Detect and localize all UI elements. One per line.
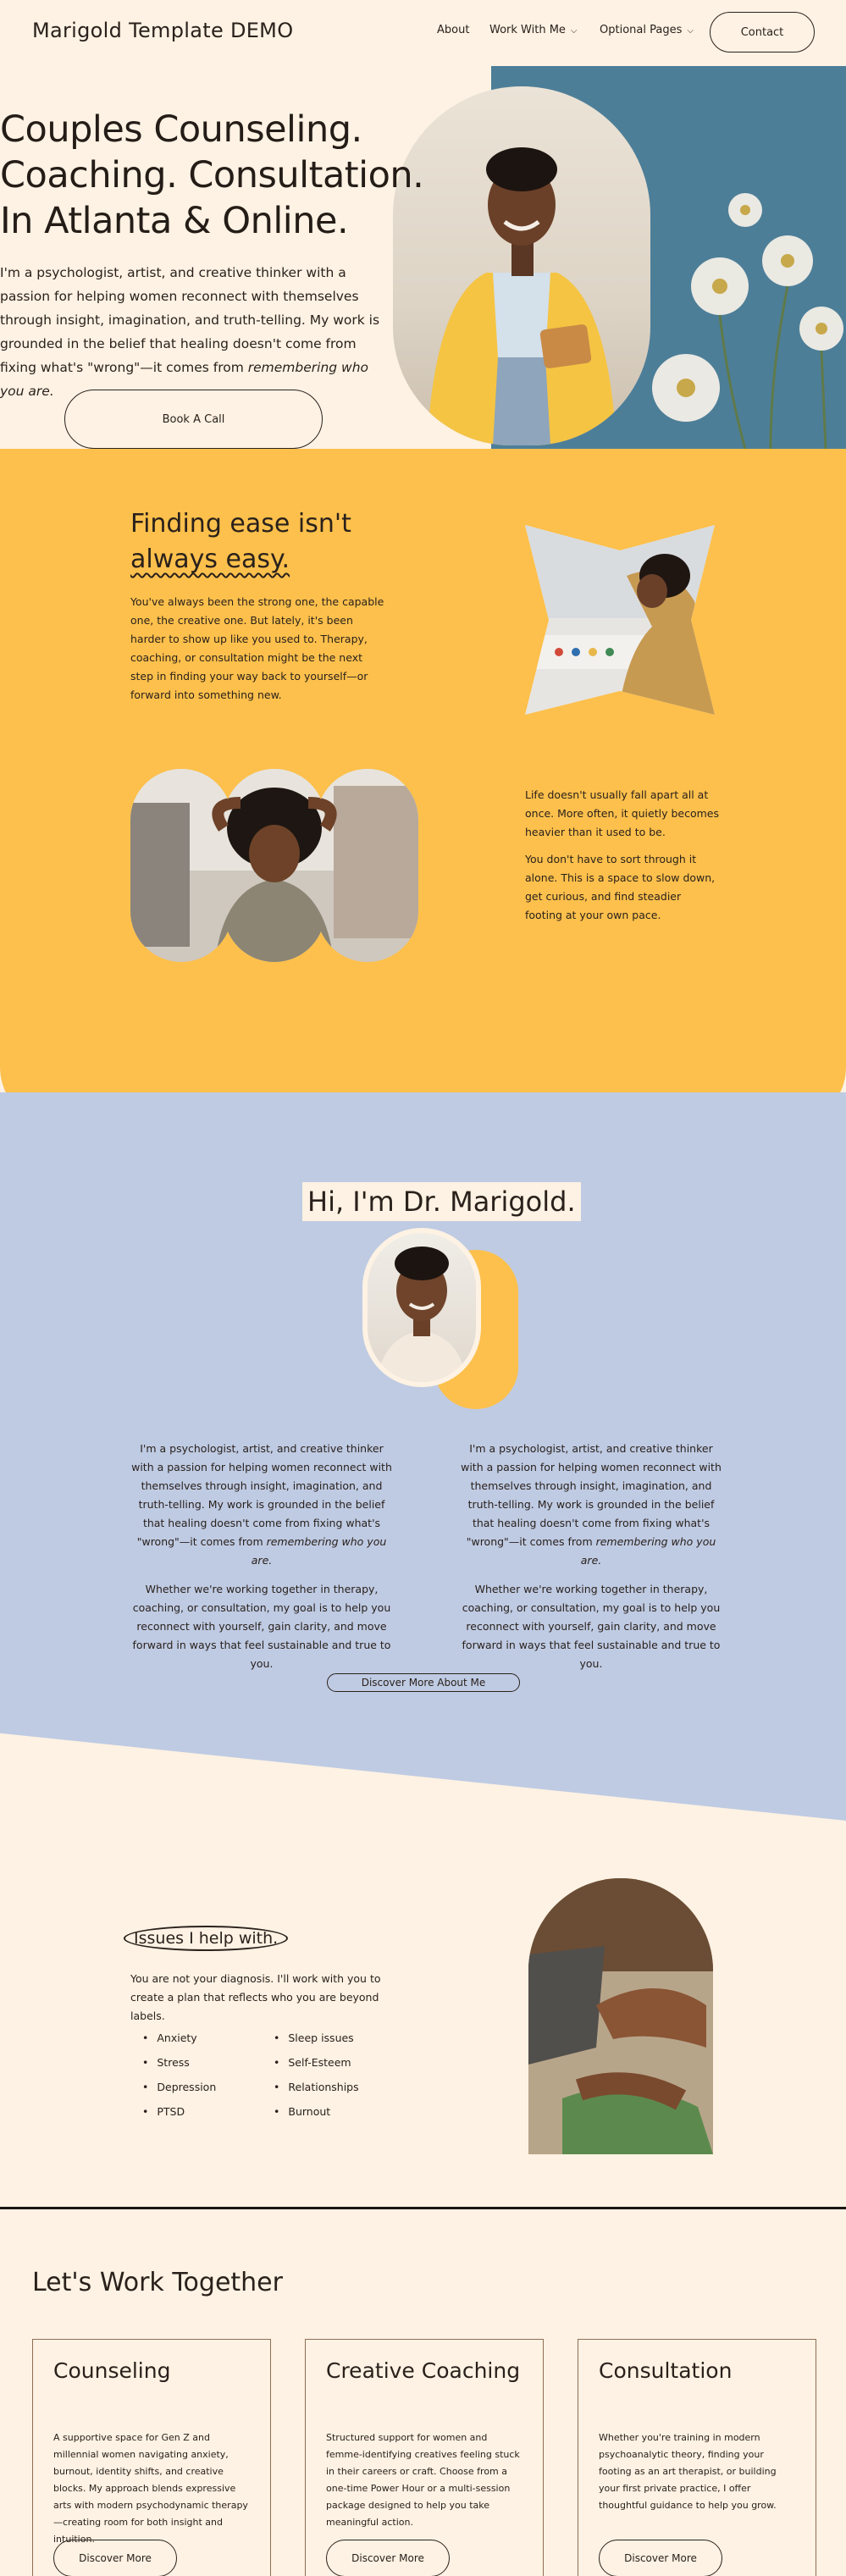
discover-more-button[interactable] [599,2540,722,2576]
book-call-button[interactable] [64,390,323,449]
chevron-down-icon: ⌵ [687,26,694,36]
discover-about-label: Discover More About Me [361,1677,486,1689]
life-text-p1: Life doesn't usually fall apart all at once. More often, it quietly becomes heavier than it used to be. [525,788,719,838]
list-item: • Depression [142,2075,216,2099]
service-card-creative-coaching [305,2339,544,2576]
issues-title: Issues I help with. [124,1926,288,1951]
therapy-hands-illustration [528,1878,713,2154]
list-item: • Relationships [274,2075,359,2099]
life-text-p2: You don't have to sort through it alone. This is a space to slow down, get curious, and find steadier footing at your own pace. [525,853,716,921]
woman-portrait-illustration [393,86,650,445]
contact-button[interactable] [710,12,815,53]
hero-headline-line1: Couples Counseling. [0,108,362,151]
list-item: • PTSD [142,2099,216,2124]
hero-intro-emphasis: remembering who you are. [0,360,369,399]
about-right-p1-main: I'm a psychologist, artist, and creative thinker with a passion for helping women reconnect with themselves through insight, imagination, and truth-telling. My work is grounded in the belief that healing doesn't come from fixing what's "wrong"—it comes from [461,1442,722,1548]
list-item: • Anxiety [142,2026,216,2050]
hero-intro-main: I'm a psychologist, artist, and creative thinker with a passion for helping women reconnect with themselves through insight, imagination, and truth-telling. My work is grounded in the belief that healing doesn't come from fixing what's "wrong"—it comes from [0,265,380,375]
list-item: • Self-Esteem [274,2050,359,2075]
about-title: Hi, I'm Dr. Marigold. [302,1182,581,1221]
about-column-right [460,1440,722,1683]
nav-optional-pages[interactable] [600,24,694,36]
discover-more-label: Discover More [351,2552,424,2564]
section-divider [0,2207,846,2209]
about-right-p1-emphasis: remembering who you are. [580,1535,716,1567]
life-text [525,786,720,933]
about-right-p1 [460,1440,722,1570]
triple-circle-image [130,769,418,962]
issues-text: You are not your diagnosis. I'll work with you to create a plan that reflects who you are beyond labels. [130,1972,381,2022]
discover-more-label: Discover More [79,2552,152,2564]
nav-about-label: About [437,24,470,36]
contact-button-label: Contact [740,25,784,39]
discover-more-button[interactable] [326,2540,450,2576]
about-left-p2: Whether we're working together in therapy, coaching, or consultation, my goal is to help you reconnect with yourself, gain clarity, and move forward in ways that feel sustainable and true to you. [132,1583,391,1670]
book-call-label: Book A Call [162,412,225,426]
card-title: Counseling [53,2358,171,2383]
hero-headline [0,107,423,244]
about-right-p2: Whether we're working together in therapy, coaching, or consultation, my goal is to help you reconnect with yourself, gain clarity, and move forward in ways that feel sustainable and true to you. [462,1583,721,1670]
card-text: Structured support for women and femme-identifying creatives feeling stuck in their careers or craft. Choose from a one-time Power Hour or a multi-session package designed to help you take meaningful action. [326,2432,520,2528]
discover-about-button[interactable] [327,1673,520,1692]
service-card-consultation [578,2339,816,2576]
ease-title-line1: Finding ease isn't [130,509,351,539]
list-item: • Burnout [274,2099,359,2124]
chevron-down-icon: ⌵ [570,26,578,36]
nav-work-with-me[interactable] [489,24,578,36]
ease-title [130,506,351,578]
card-title: Consultation [599,2358,733,2383]
hero-headline-line2: Coaching. Consultation. [0,154,424,196]
card-text: Whether you're training in modern psychoanalytic theory, finding your footing as an art therapist, or building your first private practice, I offer thoughtful guidance to help you grow. [599,2432,777,2511]
about-left-p1 [130,1440,393,1570]
discover-more-button[interactable] [53,2540,177,2576]
nav-about[interactable] [437,24,469,36]
woman-laughing-illustration [130,769,418,962]
nav-work-label: Work With Me [489,24,566,36]
about-portrait-image [362,1228,481,1387]
about-column-left [130,1440,393,1683]
doctor-portrait-illustration [368,1233,476,1382]
artist-painting-illustration [525,525,715,715]
discover-more-label: Discover More [624,2552,697,2564]
ease-title-line2: always easy. [130,544,290,574]
site-title[interactable]: Marigold Template DEMO [32,19,294,42]
service-card-counseling [32,2339,271,2576]
about-left-p1-main: I'm a psychologist, artist, and creative thinker with a passion for helping women reconnect with themselves through insight, imagination, and truth-telling. My work is grounded in the belief that healing doesn't come from fixing what's "wrong"—it comes from [131,1442,392,1548]
hero-portrait-image [393,86,650,445]
card-title: Creative Coaching [326,2358,521,2383]
ease-text: You've always been the strong one, the capable one, the creative one. But lately, it's been harder to show up like you used to. Therapy, coaching, or consultation might be the next step in finding your way back to yourself—or forward into something new. [130,595,384,701]
hero-headline-line3: In Atlanta & Online. [0,200,349,242]
issues-list-left [142,2026,216,2124]
issues-hands-image [528,1878,713,2154]
card-text: A supportive space for Gen Z and millennial women navigating anxiety, burnout, identity shifts, and creative blocks. My approach blends expressive arts with modern psychodynamic therapy—creating room for both insight and intuition. [53,2432,248,2545]
nav-optional-label: Optional Pages [600,24,683,36]
issues-list-right [274,2026,359,2124]
work-title: Let's Work Together [32,2268,283,2297]
hero-intro-text [0,261,381,403]
painting-star-image [525,525,715,715]
list-item: • Sleep issues [274,2026,359,2050]
about-left-p1-emphasis: remembering who you are. [251,1535,387,1567]
list-item: • Stress [142,2050,216,2075]
